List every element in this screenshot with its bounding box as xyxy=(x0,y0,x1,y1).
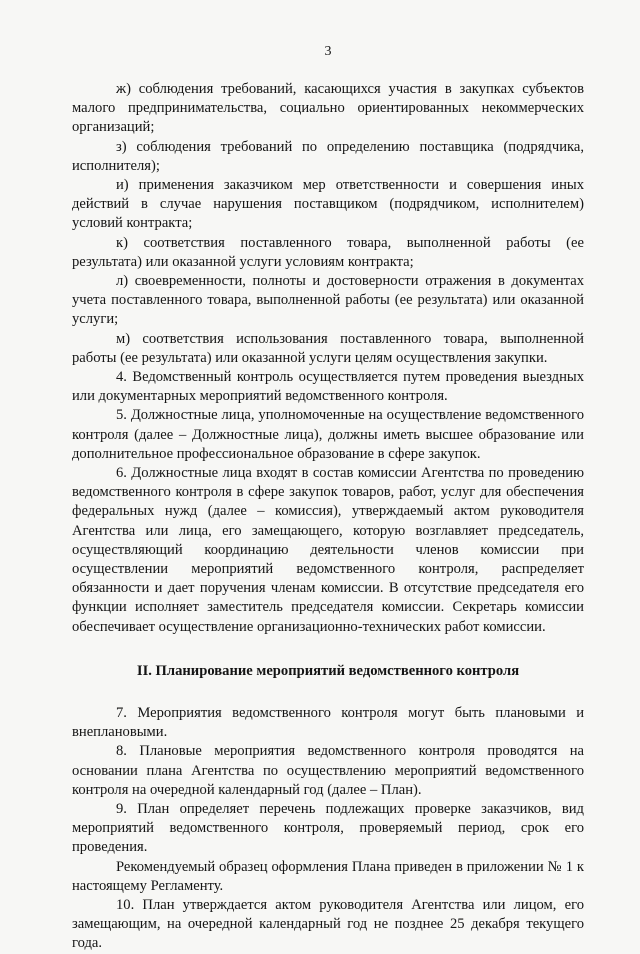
paragraph-10: 10. План утверждается актом руководителя Агентства или лицом, его замещающим, на очередной календарный год не позднее 25 декабря текущего года. xyxy=(72,896,584,952)
paragraph-7: 7. Мероприятия ведомственного контроля могут быть плановыми и внеплановыми. xyxy=(72,704,584,741)
paragraph-i: и) применения заказчиком мер ответственности и совершения иных действий в случае нарушения поставщиком (подрядчиком, исполнителем) условий контракта; xyxy=(72,177,584,232)
paragraph-4: 4. Ведомственный контроль осуществляется путем проведения выездных или документарных мероприятий ведомственного контроля. xyxy=(72,369,584,405)
section-heading: II. Планирование мероприятий ведомственного контроля xyxy=(136,662,520,679)
page-number: 3 xyxy=(324,44,332,59)
paragraph-k: к) соответствия поставленного товара, выполненной работы (ее результата) или оказанной услуги условиям контракта; xyxy=(72,234,584,270)
paragraph-8: 8. Плановые мероприятия ведомственного контроля проводятся на основании плана Агентства по осуществлению мероприятий ведомственного контроля на очередной календарный год (далее – План). xyxy=(72,743,584,798)
top-paragraphs xyxy=(72,80,584,637)
paragraph-m: м) соответствия использования поставленного товара, выполненной работы (ее результата) или оказанной услуги целям осуществления закупки. xyxy=(72,330,584,366)
paragraph-6: 6. Должностные лица входят в состав комиссии Агентства по проведению ведомственного контроля в сфере закупок товаров, работ, услуг для обеспечения федеральных нужд (далее – комиссия), утверждаемый актом руководителя Агентства или лица, его замещающего, которую возглавляет председатель, осуществляющий координацию деятельности членов комиссии при осуществлении мероприятий ведомственного контроля, распределяет обязанности и дает поручения членам комиссии. В отсутствие председателя его функции исполняет заместитель председателя комиссии. Секретарь комиссии обеспечивает осуществление организационно-технических работ комиссии. xyxy=(72,465,584,635)
paragraph-l: л) своевременности, полноты и достоверности отражения в документах учета поставленного товара, выполненной работы (ее результата) или оказанной услуги; xyxy=(72,273,584,328)
paragraph-9: 9. План определяет перечень подлежащих проверке заказчиков, вид мероприятий ведомственного контроля, проверяемый период, срок его проведения. xyxy=(72,800,584,856)
paragraph-appendix-note: Рекомендуемый образец оформления Плана приведен в приложении № 1 к настоящему Регламенту. xyxy=(72,858,584,894)
paragraph-zh: ж) соблюдения требований, касающихся участия в закупках субъектов малого предпринимательства, социально ориентированных некоммерческих организаций; xyxy=(72,81,584,136)
paragraph-5: 5. Должностные лица, уполномоченные на осуществление ведомственного контроля (далее – Должностные лица), должны иметь высшее образование или дополнительное профессиональное образование в сфере закупок. xyxy=(72,407,584,462)
bottom-paragraphs xyxy=(72,704,584,954)
paragraph-z: з) соблюдения требований по определению поставщика (подрядчика, исполнителя); xyxy=(72,138,584,174)
